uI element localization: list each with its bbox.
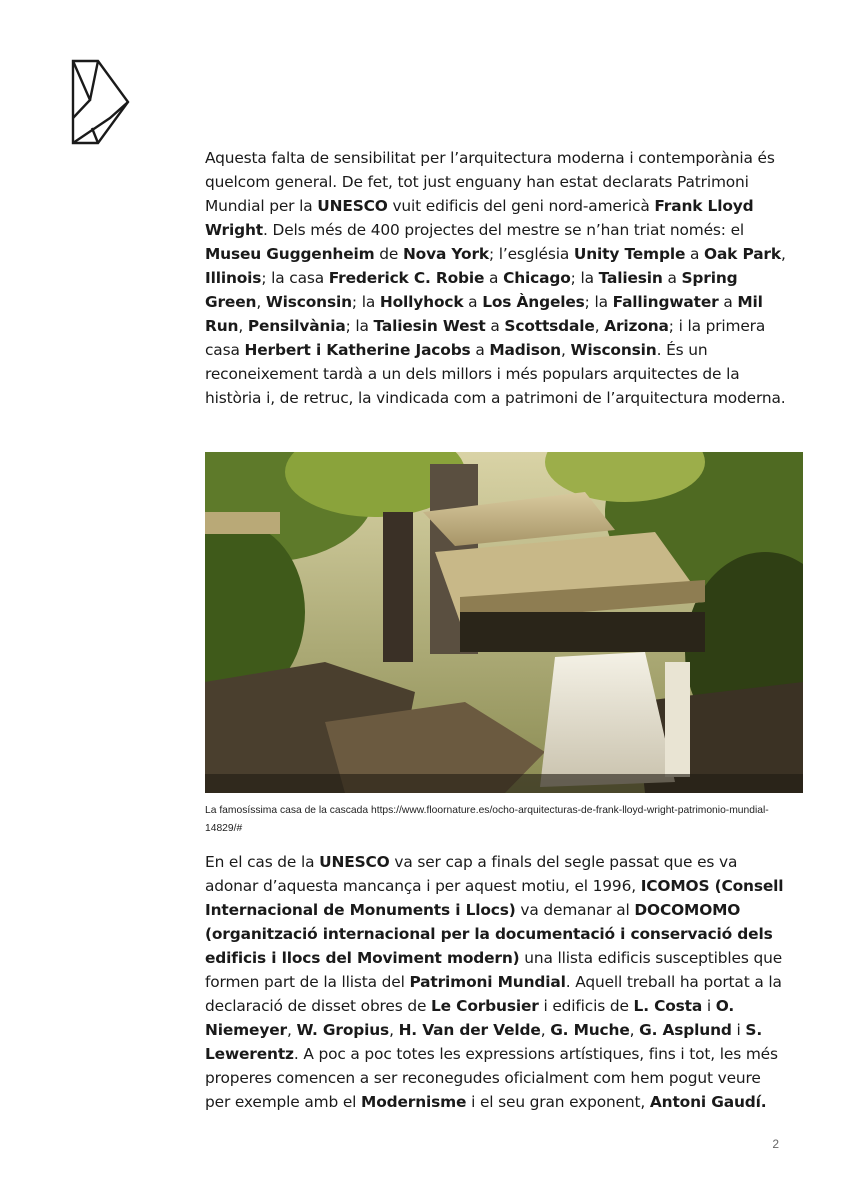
text-run: Aquesta falta de sensibilitat per l’arquitectura moderna i contemporània és quelcom general. De fet, tot just enguany han estat declarats Patrimoni Mundial per la <box>205 149 775 215</box>
text-run: vuit edificis del geni nord-americà <box>387 197 655 215</box>
text-run: , <box>256 293 266 311</box>
text-run: una llista edificis susceptibles que formen part de la llista del <box>205 949 783 991</box>
text-run: i edificis de <box>538 997 634 1015</box>
text-run: , <box>389 1021 399 1039</box>
text-run: a <box>718 293 738 311</box>
text-run: , <box>540 1021 551 1039</box>
bold-term: Los Àngeles <box>482 293 585 311</box>
text-run: , <box>561 341 571 359</box>
text-run: ; la <box>584 293 613 311</box>
body-paragraph-1 <box>205 146 790 410</box>
photo-caption: La famosíssima casa de la cascada https://www.floornature.es/ocho-arquitecturas-de-frank-lloyd-wright-patrimonio-mundial-14829/# <box>205 805 769 834</box>
bold-term: Unity Temple <box>573 245 686 263</box>
text-run: ; la <box>345 317 374 335</box>
text-run: i <box>731 1021 746 1039</box>
bold-term: UNESCO <box>317 197 388 215</box>
bold-term: Le Corbusier <box>431 997 539 1015</box>
text-run: i el seu gran exponent, <box>466 1093 650 1111</box>
text-run: ; la casa <box>261 269 329 287</box>
text-run: a <box>662 269 682 287</box>
bold-term: O. Niemeyer <box>205 997 735 1039</box>
text-run: a <box>485 317 505 335</box>
text-run: a <box>470 341 490 359</box>
bold-term: ICOMOS (Consell Internacional de Monuments i Llocs) <box>205 877 784 919</box>
bold-term: W. Gropius <box>296 1021 390 1039</box>
fallingwater-photo <box>205 452 803 793</box>
text-run: , <box>780 245 786 263</box>
bold-term: Scottsdale <box>504 317 595 335</box>
bold-term: Chicago <box>503 269 571 287</box>
bold-term: S. Lewerentz <box>205 1021 763 1063</box>
bold-term: DOCOMOMO (organització internacional per la documentació i conservació dels edificis i llocs del Moviment modern) <box>205 901 773 967</box>
bold-term: Madison <box>489 341 561 359</box>
page-number: 2 <box>772 1137 779 1151</box>
text-run: de <box>374 245 403 263</box>
document-logo <box>70 58 132 146</box>
text-run: a <box>484 269 504 287</box>
text-run: . Dels més de 400 projectes del mestre se n’han triat només: el <box>263 221 745 239</box>
bold-term: Illinois <box>205 269 262 287</box>
text-run: . És un reconeixement tardà a un dels millors i més populars arquitectes de la història i, de retruc, la vindicada com a patrimoni de l’arquitectura moderna. <box>205 341 786 407</box>
body-paragraph-2 <box>205 850 790 1114</box>
text-run: ; la <box>570 269 599 287</box>
bold-term: Mil Run <box>205 293 763 335</box>
text-run: i <box>702 997 716 1015</box>
bold-term: Frederick C. Robie <box>328 269 485 287</box>
text-run: ; la <box>351 293 380 311</box>
text-run: , <box>286 1021 297 1039</box>
bold-term: Patrimoni Mundial <box>409 973 566 991</box>
text-run: ; l’església <box>488 245 574 263</box>
bold-term: Modernisme <box>361 1093 467 1111</box>
text-run: ; i la primera casa <box>205 317 766 359</box>
text-run: , <box>594 317 605 335</box>
bold-term: Oak Park <box>704 245 781 263</box>
bold-term: Museu Guggenheim <box>205 245 375 263</box>
bold-term: Antoni Gaudí. <box>649 1093 767 1111</box>
bold-term: Hollyhock <box>379 293 464 311</box>
text-run: , <box>629 1021 640 1039</box>
bold-term: L. Costa <box>633 997 703 1015</box>
text-run: , <box>238 317 248 335</box>
bold-term: UNESCO <box>319 853 390 871</box>
bold-term: Taliesin <box>598 269 663 287</box>
text-run: a <box>463 293 483 311</box>
text-run: . A poc a poc totes les expressions artístiques, fins i tot, les més properes comencen a ser reconegudes oficialment com hem pogut veure per exemple amb el <box>205 1045 778 1111</box>
bold-term: Frank Lloyd Wright <box>205 197 754 239</box>
text-run: va demanar al <box>515 901 635 919</box>
bold-term: Spring Green <box>205 269 738 311</box>
bold-term: Wisconsin <box>265 293 352 311</box>
bold-term: Wisconsin <box>570 341 657 359</box>
bold-term: G. Asplund <box>639 1021 732 1039</box>
bold-term: Nova York <box>402 245 489 263</box>
bold-term: H. Van der Velde <box>398 1021 541 1039</box>
bold-term: Pensilvània <box>247 317 346 335</box>
text-run: va ser cap a finals del segle passat que es va adonar d’aquesta mancança i per aquest motiu, el 1996, <box>205 853 738 895</box>
text-run: . Aquell treball ha portat a la declaració de disset obres de <box>205 973 782 1015</box>
bold-term: Fallingwater <box>612 293 719 311</box>
bold-term: Herbert i Katherine Jacobs <box>244 341 471 359</box>
text-run: a <box>685 245 705 263</box>
bold-term: G. Muche <box>550 1021 630 1039</box>
bold-term: Taliesin West <box>373 317 486 335</box>
bold-term: Arizona <box>604 317 669 335</box>
text-run: En el cas de la <box>205 853 320 871</box>
